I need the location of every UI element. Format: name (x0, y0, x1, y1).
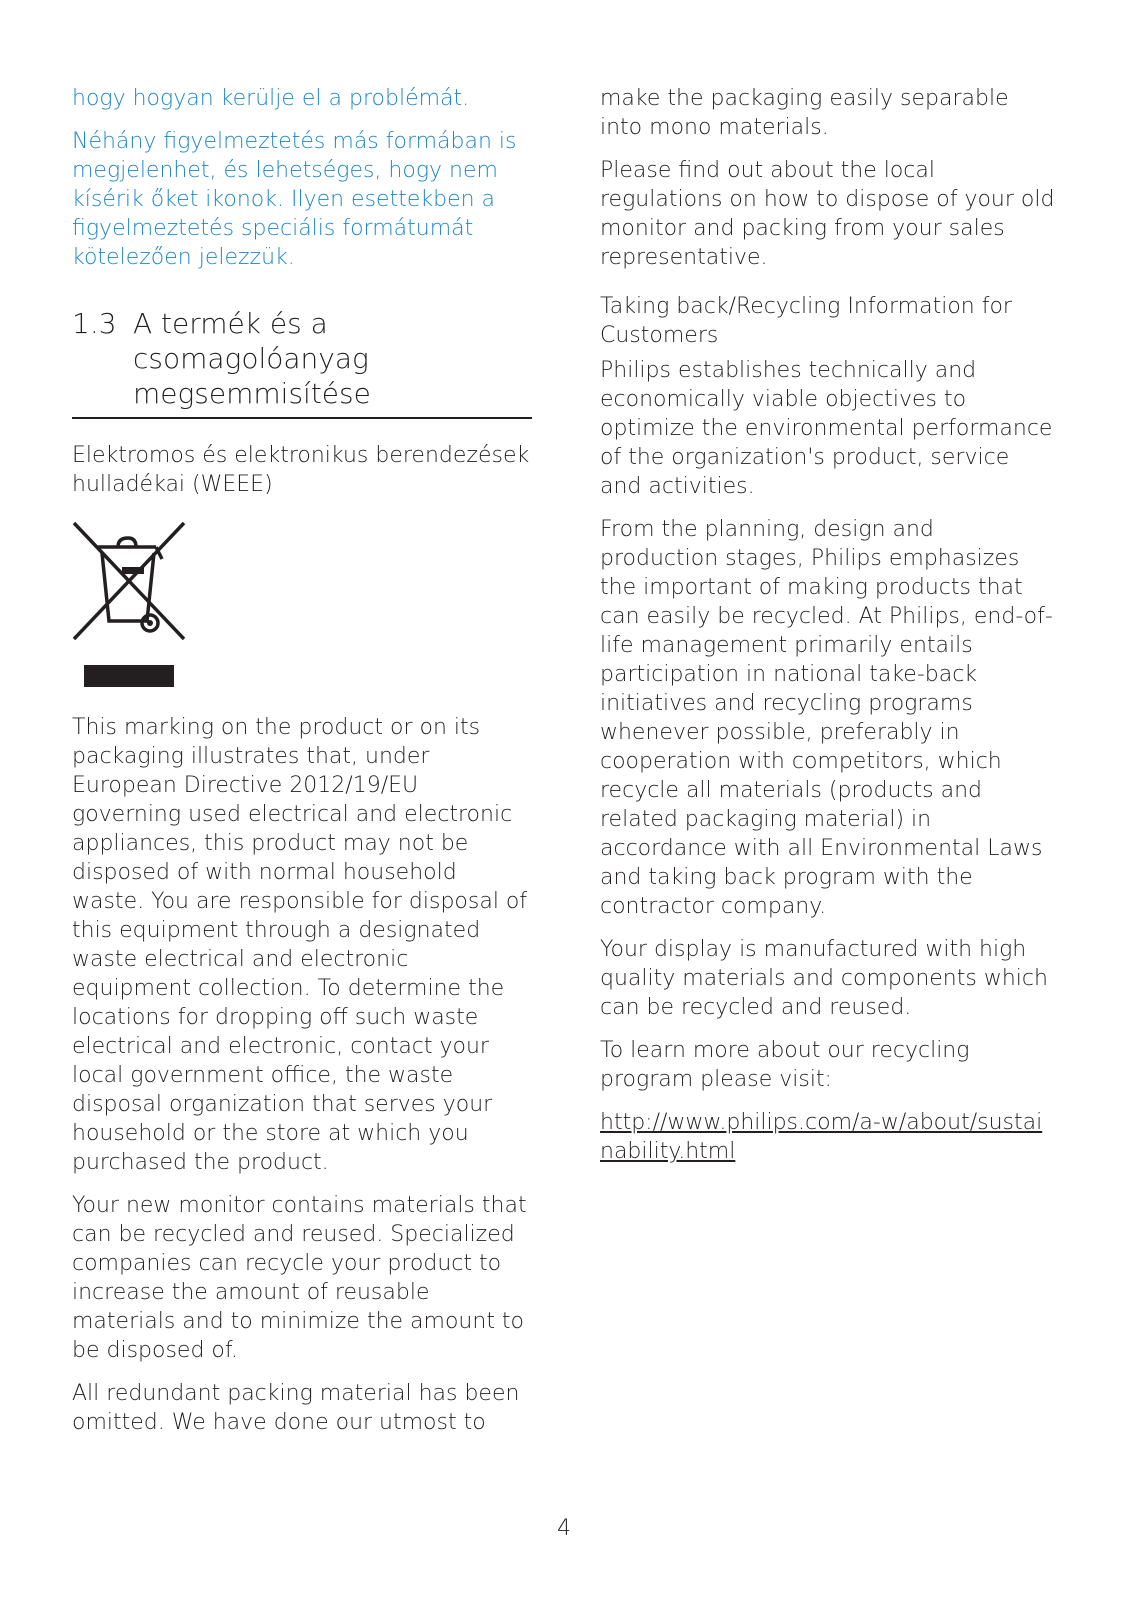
page-number: 4 (557, 1516, 571, 1541)
sustainability-link[interactable]: http://www.philips.com/a-w/about/sustainability.html (600, 1110, 1043, 1164)
weee-paragraph: This marking on the product or on its packaging illustrates that, under European Directive 2012/19/EU governing used electrical and electronic appliances, this product may not be disposed of with normal household waste. You are responsible for disposal of this equipment through a designated waste electrical and electronic equipment collection. To determine the locations for dropping off such waste electrical and electronic, contact your local government office, the waste disposal organization that serves your household or the store at which you purchased the product. (72, 715, 528, 1175)
packaging-continued-paragraph: make the packaging easily separable into mono materials. (600, 86, 1009, 140)
intro-blue-text: hogy hogyan kerülje el a problémát. (72, 86, 470, 111)
section-number: 1.3 (72, 307, 117, 340)
recycle-paragraph: Your new monitor contains materials that can be recycled and reused. Specialized companies can recycle your product to increase the amount of reusable materials and to minimize the amount to be disposed of. (72, 1193, 527, 1363)
left-column (72, 84, 532, 1451)
crossed-out-wheelie-bin-icon (72, 521, 188, 643)
section-title: A termék és a csomagolóanyag megsemmisítése (133, 307, 371, 410)
planning-paragraph: From the planning, design and production stages, Philips emphasizes the important of making products that can easily be recycled. At Philips, end-of-life management primarily entails participation in national take-back initiatives and recycling programs whenever possible, preferably in cooperation with competitors, which recycle all materials (products and related packaging material) in accordance with all Environmental Laws and taking back program with the contractor company. (600, 517, 1053, 919)
materials-paragraph: Your display is manufactured with high quality materials and components which can be recycled and reused. (600, 937, 1048, 1020)
recycling-info-heading: Taking back/Recycling Information for Customers (600, 294, 1012, 348)
section-heading (72, 306, 532, 419)
local-regulations-paragraph: Please find out about the local regulations on how to dispose of your old monitor and packing from your sales representative. (600, 158, 1055, 270)
weee-black-bar (84, 665, 174, 687)
warning-note-paragraph: Néhány figyelmeztetés más formában is megjelenhet, és lehetséges, hogy nem kísérik őket ikonok. Ilyen esettekben a figyelmeztetés speciális formátumát kötelezően jelezzük. (72, 129, 517, 270)
learn-more-paragraph: To learn more about our recycling program please visit: (600, 1038, 970, 1092)
packing-paragraph: All redundant packing material has been omitted. We have done our utmost to (72, 1381, 520, 1435)
right-column (600, 84, 1055, 1166)
weee-heading: Elektromos és elektronikus berendezések hulladékai (WEEE) (72, 443, 530, 497)
weee-symbol (72, 521, 192, 687)
objectives-paragraph: Philips establishes technically and economically viable objectives to optimize the environmental performance of the organization's product, service and activities. (600, 358, 1053, 499)
